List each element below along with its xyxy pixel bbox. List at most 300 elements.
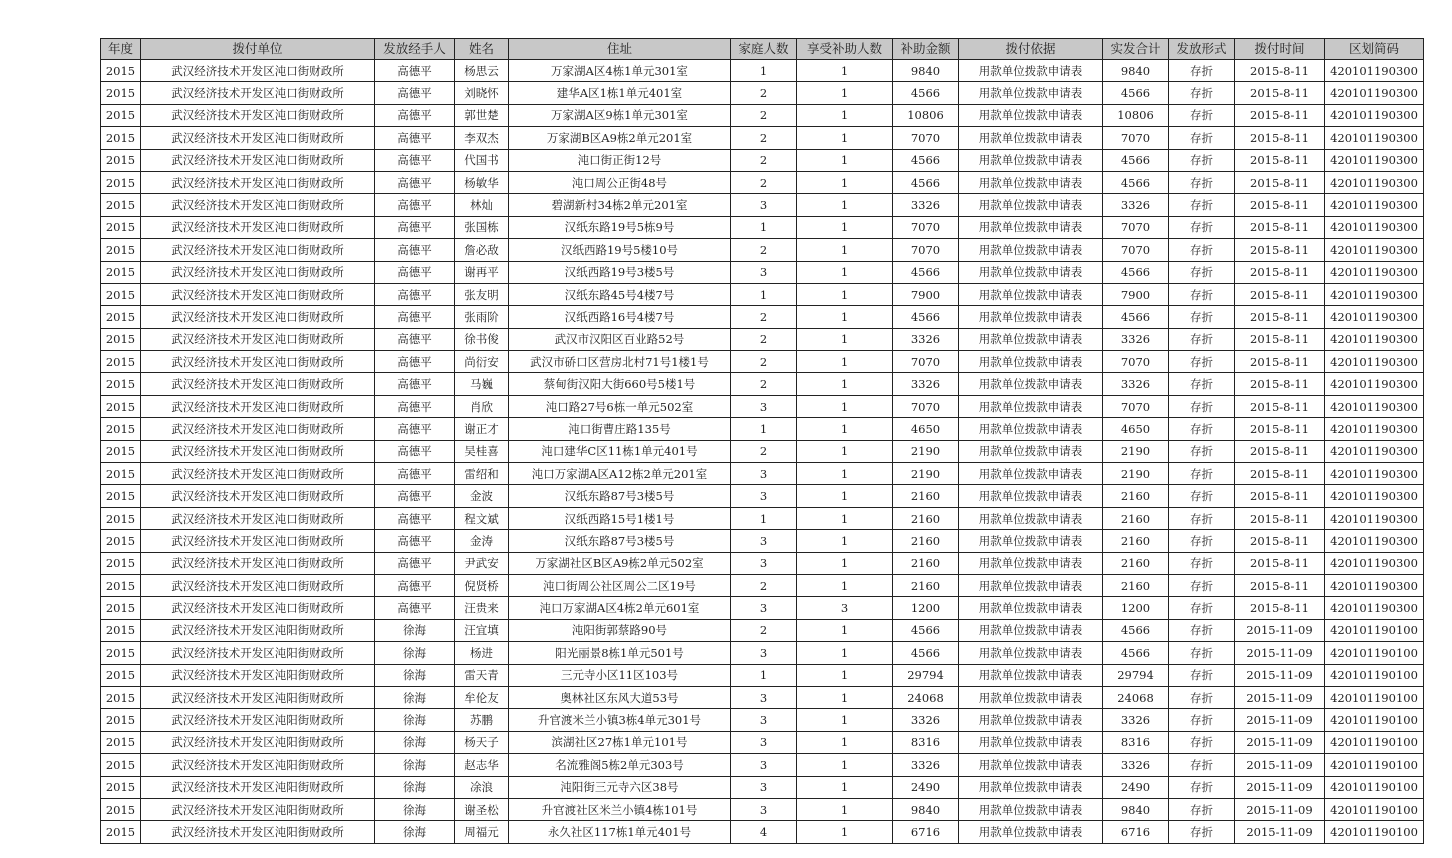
cell-payment-basis: 用款单位拨款申请表 [959, 373, 1103, 395]
cell-year: 2015 [101, 776, 141, 798]
cell-handler: 徐海 [375, 664, 455, 686]
cell-name: 雷绍和 [455, 463, 509, 485]
cell-address: 名流雅阁5栋2单元303号 [509, 754, 731, 776]
cell-actual-total: 7070 [1103, 127, 1169, 149]
cell-payer-unit: 武汉经济技术开发区沌阳街财政所 [141, 619, 375, 641]
cell-payer-unit: 武汉经济技术开发区沌口街财政所 [141, 395, 375, 417]
cell-beneficiaries: 1 [797, 731, 893, 753]
cell-address: 滨湖社区27栋1单元101号 [509, 731, 731, 753]
column-header-beneficiaries: 享受补助人数 [797, 39, 893, 60]
cell-payer-unit: 武汉经济技术开发区沌口街财政所 [141, 216, 375, 238]
cell-name: 周福元 [455, 821, 509, 843]
cell-beneficiaries: 1 [797, 709, 893, 731]
cell-subsidy-amount: 2490 [893, 776, 959, 798]
cell-payment-basis: 用款单位拨款申请表 [959, 731, 1103, 753]
cell-actual-total: 4566 [1103, 171, 1169, 193]
cell-district-code: 420101190100 [1325, 731, 1424, 753]
cell-handler: 高德平 [375, 440, 455, 462]
cell-payment-date: 2015-8-11 [1235, 171, 1325, 193]
cell-year: 2015 [101, 239, 141, 261]
cell-beneficiaries: 1 [797, 821, 893, 843]
cell-district-code: 420101190100 [1325, 709, 1424, 731]
cell-name: 牟伦友 [455, 686, 509, 708]
cell-payment-date: 2015-8-11 [1235, 574, 1325, 596]
cell-family-size: 2 [731, 351, 797, 373]
cell-beneficiaries: 1 [797, 642, 893, 664]
cell-payment-form: 存折 [1169, 552, 1235, 574]
cell-payment-date: 2015-8-11 [1235, 418, 1325, 440]
table-row [101, 373, 1424, 395]
table-header-row [101, 39, 1424, 60]
cell-handler: 高德平 [375, 149, 455, 171]
cell-actual-total: 2160 [1103, 552, 1169, 574]
cell-handler: 高德平 [375, 306, 455, 328]
cell-family-size: 1 [731, 216, 797, 238]
cell-payment-basis: 用款单位拨款申请表 [959, 776, 1103, 798]
table-row [101, 82, 1424, 104]
cell-payer-unit: 武汉经济技术开发区沌口街财政所 [141, 530, 375, 552]
cell-family-size: 1 [731, 664, 797, 686]
cell-payer-unit: 武汉经济技术开发区沌阳街财政所 [141, 776, 375, 798]
cell-payer-unit: 武汉经济技术开发区沌口街财政所 [141, 239, 375, 261]
cell-beneficiaries: 1 [797, 104, 893, 126]
cell-beneficiaries: 1 [797, 328, 893, 350]
cell-beneficiaries: 1 [797, 194, 893, 216]
cell-handler: 高德平 [375, 463, 455, 485]
table-row [101, 328, 1424, 350]
cell-handler: 高德平 [375, 194, 455, 216]
cell-actual-total: 2160 [1103, 574, 1169, 596]
cell-district-code: 420101190300 [1325, 171, 1424, 193]
cell-district-code: 420101190100 [1325, 798, 1424, 820]
cell-subsidy-amount: 4650 [893, 418, 959, 440]
cell-payment-date: 2015-8-11 [1235, 328, 1325, 350]
cell-name: 杨敏华 [455, 171, 509, 193]
cell-address: 武汉市汉阳区百业路52号 [509, 328, 731, 350]
table-row [101, 60, 1424, 82]
table-body [101, 60, 1424, 844]
cell-address: 沌阳街三元寺六区38号 [509, 776, 731, 798]
cell-family-size: 3 [731, 686, 797, 708]
cell-family-size: 1 [731, 507, 797, 529]
column-header-district-code: 区划简码 [1325, 39, 1424, 60]
cell-actual-total: 3326 [1103, 328, 1169, 350]
cell-payment-form: 存折 [1169, 754, 1235, 776]
cell-payer-unit: 武汉经济技术开发区沌口街财政所 [141, 261, 375, 283]
cell-payment-form: 存折 [1169, 149, 1235, 171]
cell-district-code: 420101190100 [1325, 664, 1424, 686]
cell-subsidy-amount: 7070 [893, 395, 959, 417]
cell-payment-form: 存折 [1169, 731, 1235, 753]
cell-address: 阳光丽景8栋1单元501号 [509, 642, 731, 664]
cell-payer-unit: 武汉经济技术开发区沌阳街财政所 [141, 642, 375, 664]
table-row [101, 149, 1424, 171]
cell-address: 武汉市硚口区营房北村71号1楼1号 [509, 351, 731, 373]
cell-payment-basis: 用款单位拨款申请表 [959, 619, 1103, 641]
cell-beneficiaries: 1 [797, 306, 893, 328]
cell-payment-date: 2015-8-11 [1235, 440, 1325, 462]
cell-beneficiaries: 1 [797, 60, 893, 82]
column-header-actual-total: 实发合计 [1103, 39, 1169, 60]
cell-name: 谢圣松 [455, 798, 509, 820]
cell-actual-total: 6716 [1103, 821, 1169, 843]
cell-name: 代国书 [455, 149, 509, 171]
cell-payer-unit: 武汉经济技术开发区沌口街财政所 [141, 149, 375, 171]
cell-payment-form: 存折 [1169, 328, 1235, 350]
cell-beneficiaries: 1 [797, 149, 893, 171]
cell-payment-form: 存折 [1169, 104, 1235, 126]
table-row [101, 664, 1424, 686]
cell-payment-basis: 用款单位拨款申请表 [959, 194, 1103, 216]
cell-payer-unit: 武汉经济技术开发区沌阳街财政所 [141, 709, 375, 731]
cell-payment-date: 2015-11-09 [1235, 619, 1325, 641]
cell-beneficiaries: 1 [797, 216, 893, 238]
cell-subsidy-amount: 7070 [893, 216, 959, 238]
cell-beneficiaries: 1 [797, 530, 893, 552]
cell-payment-form: 存折 [1169, 530, 1235, 552]
cell-handler: 徐海 [375, 821, 455, 843]
cell-payment-basis: 用款单位拨款申请表 [959, 686, 1103, 708]
cell-district-code: 420101190100 [1325, 821, 1424, 843]
cell-address: 沌阳街郭蔡路90号 [509, 619, 731, 641]
cell-subsidy-amount: 2160 [893, 507, 959, 529]
cell-handler: 高德平 [375, 485, 455, 507]
table-row [101, 798, 1424, 820]
cell-actual-total: 7070 [1103, 395, 1169, 417]
cell-address: 沌口街周公社区周公二区19号 [509, 574, 731, 596]
column-header-family-size: 家庭人数 [731, 39, 797, 60]
cell-subsidy-amount: 24068 [893, 686, 959, 708]
table-row [101, 194, 1424, 216]
cell-handler: 高德平 [375, 261, 455, 283]
cell-subsidy-amount: 4566 [893, 149, 959, 171]
cell-payer-unit: 武汉经济技术开发区沌阳街财政所 [141, 821, 375, 843]
cell-handler: 高德平 [375, 127, 455, 149]
cell-beneficiaries: 1 [797, 373, 893, 395]
cell-district-code: 420101190300 [1325, 507, 1424, 529]
table-row [101, 754, 1424, 776]
cell-payer-unit: 武汉经济技术开发区沌口街财政所 [141, 306, 375, 328]
cell-payer-unit: 武汉经济技术开发区沌口街财政所 [141, 127, 375, 149]
cell-subsidy-amount: 3326 [893, 373, 959, 395]
cell-payment-form: 存折 [1169, 709, 1235, 731]
cell-district-code: 420101190100 [1325, 754, 1424, 776]
cell-payment-date: 2015-8-11 [1235, 485, 1325, 507]
cell-payment-date: 2015-11-09 [1235, 776, 1325, 798]
cell-handler: 高德平 [375, 60, 455, 82]
cell-actual-total: 2160 [1103, 507, 1169, 529]
cell-beneficiaries: 1 [797, 798, 893, 820]
cell-payment-basis: 用款单位拨款申请表 [959, 798, 1103, 820]
cell-subsidy-amount: 2160 [893, 552, 959, 574]
cell-payer-unit: 武汉经济技术开发区沌口街财政所 [141, 171, 375, 193]
cell-subsidy-amount: 3326 [893, 709, 959, 731]
cell-district-code: 420101190300 [1325, 328, 1424, 350]
table-row [101, 574, 1424, 596]
cell-handler: 高德平 [375, 530, 455, 552]
cell-beneficiaries: 1 [797, 664, 893, 686]
cell-beneficiaries: 1 [797, 776, 893, 798]
cell-subsidy-amount: 7070 [893, 127, 959, 149]
table-row [101, 127, 1424, 149]
cell-actual-total: 3326 [1103, 754, 1169, 776]
cell-year: 2015 [101, 127, 141, 149]
cell-payment-form: 存折 [1169, 507, 1235, 529]
cell-handler: 高德平 [375, 507, 455, 529]
cell-name: 郭世楚 [455, 104, 509, 126]
cell-actual-total: 3326 [1103, 709, 1169, 731]
cell-handler: 高德平 [375, 216, 455, 238]
cell-beneficiaries: 1 [797, 574, 893, 596]
cell-district-code: 420101190300 [1325, 552, 1424, 574]
cell-handler: 高德平 [375, 104, 455, 126]
cell-payment-basis: 用款单位拨款申请表 [959, 574, 1103, 596]
cell-address: 汉纸东路87号3楼5号 [509, 485, 731, 507]
cell-address: 万家湖A区9栋1单元301室 [509, 104, 731, 126]
cell-address: 碧湖新村34栋2单元201室 [509, 194, 731, 216]
cell-payment-date: 2015-8-11 [1235, 306, 1325, 328]
cell-name: 张雨阶 [455, 306, 509, 328]
cell-family-size: 2 [731, 82, 797, 104]
cell-payment-basis: 用款单位拨款申请表 [959, 463, 1103, 485]
table-row [101, 530, 1424, 552]
cell-subsidy-amount: 1200 [893, 597, 959, 619]
column-header-name: 姓名 [455, 39, 509, 60]
cell-name: 尚衍安 [455, 351, 509, 373]
column-header-payment-form: 发放形式 [1169, 39, 1235, 60]
cell-subsidy-amount: 4566 [893, 306, 959, 328]
cell-subsidy-amount: 4566 [893, 642, 959, 664]
column-header-handler: 发放经手人 [375, 39, 455, 60]
table-row [101, 552, 1424, 574]
cell-year: 2015 [101, 574, 141, 596]
cell-beneficiaries: 1 [797, 552, 893, 574]
cell-year: 2015 [101, 373, 141, 395]
cell-beneficiaries: 1 [797, 82, 893, 104]
cell-district-code: 420101190300 [1325, 306, 1424, 328]
cell-beneficiaries: 1 [797, 463, 893, 485]
column-header-subsidy-amount: 补助金额 [893, 39, 959, 60]
cell-family-size: 2 [731, 127, 797, 149]
table-row [101, 821, 1424, 843]
cell-family-size: 2 [731, 574, 797, 596]
cell-family-size: 1 [731, 60, 797, 82]
cell-year: 2015 [101, 664, 141, 686]
cell-address: 汉纸西路19号5楼10号 [509, 239, 731, 261]
cell-beneficiaries: 1 [797, 440, 893, 462]
cell-payer-unit: 武汉经济技术开发区沌口街财政所 [141, 463, 375, 485]
table-row [101, 686, 1424, 708]
cell-actual-total: 4566 [1103, 642, 1169, 664]
cell-payment-basis: 用款单位拨款申请表 [959, 552, 1103, 574]
cell-actual-total: 7900 [1103, 283, 1169, 305]
cell-district-code: 420101190300 [1325, 395, 1424, 417]
cell-handler: 高德平 [375, 373, 455, 395]
table-row [101, 216, 1424, 238]
cell-payment-date: 2015-11-09 [1235, 754, 1325, 776]
cell-payment-form: 存折 [1169, 261, 1235, 283]
cell-beneficiaries: 1 [797, 686, 893, 708]
cell-name: 李双杰 [455, 127, 509, 149]
cell-payment-basis: 用款单位拨款申请表 [959, 82, 1103, 104]
cell-actual-total: 9840 [1103, 60, 1169, 82]
cell-payment-date: 2015-8-11 [1235, 597, 1325, 619]
cell-address: 蔡甸街汉阳大街660号5楼1号 [509, 373, 731, 395]
cell-payment-date: 2015-8-11 [1235, 194, 1325, 216]
cell-family-size: 3 [731, 798, 797, 820]
cell-district-code: 420101190300 [1325, 283, 1424, 305]
cell-year: 2015 [101, 82, 141, 104]
cell-name: 詹必敌 [455, 239, 509, 261]
table-row [101, 351, 1424, 373]
cell-actual-total: 4566 [1103, 82, 1169, 104]
cell-handler: 徐海 [375, 709, 455, 731]
cell-payment-form: 存折 [1169, 395, 1235, 417]
cell-district-code: 420101190300 [1325, 149, 1424, 171]
cell-payment-basis: 用款单位拨款申请表 [959, 351, 1103, 373]
cell-payment-form: 存折 [1169, 82, 1235, 104]
cell-payment-form: 存折 [1169, 440, 1235, 462]
cell-district-code: 420101190300 [1325, 261, 1424, 283]
cell-name: 张友明 [455, 283, 509, 305]
cell-family-size: 1 [731, 283, 797, 305]
cell-payment-form: 存折 [1169, 485, 1235, 507]
cell-family-size: 2 [731, 104, 797, 126]
cell-year: 2015 [101, 261, 141, 283]
column-header-payer-unit: 拨付单位 [141, 39, 375, 60]
cell-name: 张国栋 [455, 216, 509, 238]
cell-address: 三元寺小区11区103号 [509, 664, 731, 686]
cell-subsidy-amount: 3326 [893, 754, 959, 776]
cell-subsidy-amount: 9840 [893, 60, 959, 82]
cell-payer-unit: 武汉经济技术开发区沌口街财政所 [141, 373, 375, 395]
cell-payment-date: 2015-8-11 [1235, 261, 1325, 283]
cell-actual-total: 24068 [1103, 686, 1169, 708]
cell-family-size: 2 [731, 149, 797, 171]
cell-family-size: 4 [731, 821, 797, 843]
cell-year: 2015 [101, 328, 141, 350]
cell-payment-form: 存折 [1169, 60, 1235, 82]
cell-beneficiaries: 1 [797, 754, 893, 776]
cell-family-size: 3 [731, 709, 797, 731]
cell-address: 沌口街正街12号 [509, 149, 731, 171]
cell-district-code: 420101190300 [1325, 485, 1424, 507]
cell-actual-total: 7070 [1103, 351, 1169, 373]
cell-handler: 徐海 [375, 619, 455, 641]
cell-payment-form: 存折 [1169, 418, 1235, 440]
cell-payment-form: 存折 [1169, 821, 1235, 843]
cell-subsidy-amount: 2160 [893, 574, 959, 596]
cell-payment-form: 存折 [1169, 597, 1235, 619]
column-header-payment-date: 拨付时间 [1235, 39, 1325, 60]
cell-payment-form: 存折 [1169, 798, 1235, 820]
cell-handler: 高德平 [375, 418, 455, 440]
cell-payment-basis: 用款单位拨款申请表 [959, 709, 1103, 731]
cell-payment-date: 2015-8-11 [1235, 530, 1325, 552]
cell-year: 2015 [101, 104, 141, 126]
table-row [101, 306, 1424, 328]
cell-payment-date: 2015-8-11 [1235, 395, 1325, 417]
cell-address: 永久社区117栋1单元401号 [509, 821, 731, 843]
cell-year: 2015 [101, 686, 141, 708]
cell-beneficiaries: 1 [797, 619, 893, 641]
cell-payment-basis: 用款单位拨款申请表 [959, 530, 1103, 552]
cell-actual-total: 4566 [1103, 619, 1169, 641]
table-row [101, 261, 1424, 283]
cell-address: 沌口建华C区11栋1单元401号 [509, 440, 731, 462]
cell-name: 金波 [455, 485, 509, 507]
cell-name: 刘晓怀 [455, 82, 509, 104]
table-row [101, 485, 1424, 507]
cell-payment-basis: 用款单位拨款申请表 [959, 821, 1103, 843]
table-row [101, 171, 1424, 193]
cell-payment-form: 存折 [1169, 463, 1235, 485]
cell-actual-total: 7070 [1103, 216, 1169, 238]
cell-year: 2015 [101, 619, 141, 641]
cell-actual-total: 2160 [1103, 530, 1169, 552]
table-row [101, 507, 1424, 529]
cell-payment-date: 2015-8-11 [1235, 239, 1325, 261]
cell-handler: 徐海 [375, 798, 455, 820]
cell-handler: 高德平 [375, 574, 455, 596]
cell-subsidy-amount: 4566 [893, 171, 959, 193]
cell-beneficiaries: 1 [797, 418, 893, 440]
cell-district-code: 420101190100 [1325, 619, 1424, 641]
cell-district-code: 420101190300 [1325, 463, 1424, 485]
cell-district-code: 420101190300 [1325, 82, 1424, 104]
cell-year: 2015 [101, 283, 141, 305]
cell-payer-unit: 武汉经济技术开发区沌口街财政所 [141, 507, 375, 529]
cell-year: 2015 [101, 798, 141, 820]
cell-family-size: 1 [731, 418, 797, 440]
table-row [101, 709, 1424, 731]
cell-address: 万家湖社区B区A9栋2单元502室 [509, 552, 731, 574]
cell-payment-basis: 用款单位拨款申请表 [959, 754, 1103, 776]
cell-name: 杨进 [455, 642, 509, 664]
cell-payment-basis: 用款单位拨款申请表 [959, 597, 1103, 619]
cell-payment-form: 存折 [1169, 776, 1235, 798]
cell-year: 2015 [101, 709, 141, 731]
cell-address: 汉纸西路15号1楼1号 [509, 507, 731, 529]
cell-payment-basis: 用款单位拨款申请表 [959, 149, 1103, 171]
cell-district-code: 420101190100 [1325, 776, 1424, 798]
cell-payment-date: 2015-8-11 [1235, 351, 1325, 373]
cell-address: 汉纸东路45号4楼7号 [509, 283, 731, 305]
cell-handler: 高德平 [375, 395, 455, 417]
cell-payer-unit: 武汉经济技术开发区沌口街财政所 [141, 104, 375, 126]
cell-district-code: 420101190300 [1325, 60, 1424, 82]
cell-subsidy-amount: 6716 [893, 821, 959, 843]
cell-payer-unit: 武汉经济技术开发区沌口街财政所 [141, 328, 375, 350]
cell-payment-form: 存折 [1169, 239, 1235, 261]
cell-payment-date: 2015-11-09 [1235, 731, 1325, 753]
cell-name: 徐书俊 [455, 328, 509, 350]
cell-address: 升官渡米兰小镇3栋4单元301号 [509, 709, 731, 731]
cell-family-size: 2 [731, 373, 797, 395]
table-row [101, 619, 1424, 641]
cell-payment-date: 2015-11-09 [1235, 709, 1325, 731]
cell-year: 2015 [101, 440, 141, 462]
cell-address: 汉纸西路16号4楼7号 [509, 306, 731, 328]
cell-beneficiaries: 1 [797, 395, 893, 417]
cell-payment-basis: 用款单位拨款申请表 [959, 283, 1103, 305]
cell-payment-basis: 用款单位拨款申请表 [959, 395, 1103, 417]
cell-payer-unit: 武汉经济技术开发区沌阳街财政所 [141, 686, 375, 708]
cell-payer-unit: 武汉经济技术开发区沌口街财政所 [141, 485, 375, 507]
cell-subsidy-amount: 29794 [893, 664, 959, 686]
cell-district-code: 420101190300 [1325, 239, 1424, 261]
cell-payment-date: 2015-8-11 [1235, 82, 1325, 104]
